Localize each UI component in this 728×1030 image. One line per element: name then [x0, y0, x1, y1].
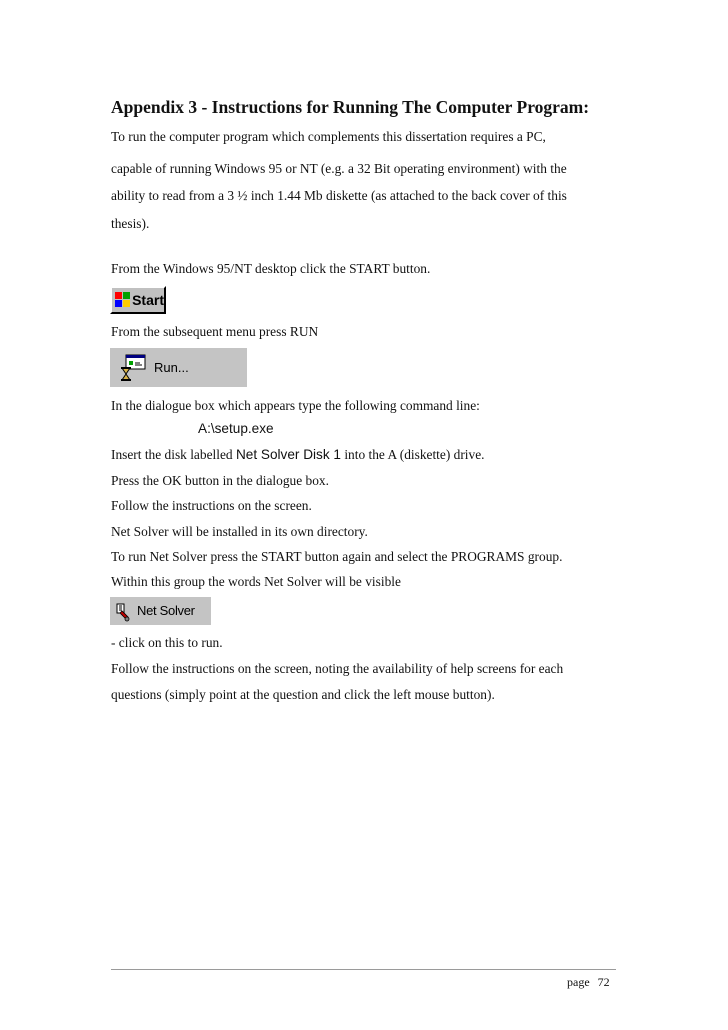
insert-prefix: Insert the disk labelled [111, 447, 236, 462]
page-label: page [567, 975, 590, 989]
net-solver-menu-item-image [110, 597, 211, 625]
step-installed-text: Net Solver will be installed in its own directory. [111, 524, 368, 539]
page-number: 72 [597, 975, 610, 989]
step-insert-text [111, 447, 485, 463]
intro-line-2: capable of running Windows 95 or NT (e.g. a 32 Bit operating environment) with the [111, 161, 567, 176]
intro-line-3: ability to read from a 3 ½ inch 1.44 Mb diskette (as attached to the back cover of this [111, 188, 567, 203]
step-click-text: - click on this to run. [111, 635, 223, 650]
step-ok-text: Press the OK button in the dialogue box. [111, 473, 329, 488]
disk-label: Net Solver Disk 1 [235, 447, 341, 462]
page-footer [567, 975, 610, 990]
windows-logo-icon [115, 292, 130, 308]
step-start-text: From the Windows 95/NT desktop click the START button. [111, 261, 431, 276]
intro-line-1: To run the computer program which complements this dissertation requires a PC, [111, 129, 546, 144]
start-button-label: Start [132, 292, 164, 308]
step-visible-text: Within this group the words Net Solver will be visible [111, 574, 401, 589]
run-menu-item-image [110, 348, 247, 387]
final-line-2: questions (simply point at the question and click the left mouse button). [111, 687, 495, 702]
run-menu-label: Run... [154, 360, 189, 375]
step-programs-text: To run Net Solver press the START button again and select the PROGRAMS group. [111, 549, 563, 564]
final-line-1: Follow the instructions on the screen, noting the availability of help screens for each [111, 661, 564, 676]
intro-line-4: thesis). [111, 216, 150, 231]
setup-command: A:\setup.exe [198, 421, 274, 436]
run-icon [120, 354, 146, 382]
footer-divider [111, 969, 616, 970]
start-button-image [110, 286, 166, 314]
step-dialog-text: In the dialogue box which appears type the following command line: [111, 398, 480, 413]
net-solver-icon [114, 602, 132, 622]
net-solver-menu-label: Net Solver [137, 603, 195, 618]
appendix-heading: Appendix 3 - Instructions for Running The Computer Program: [111, 97, 590, 117]
step-run-text: From the subsequent menu press RUN [111, 324, 319, 339]
step-follow-text: Follow the instructions on the screen. [111, 498, 312, 513]
insert-suffix: into the A (diskette) drive. [340, 447, 485, 462]
